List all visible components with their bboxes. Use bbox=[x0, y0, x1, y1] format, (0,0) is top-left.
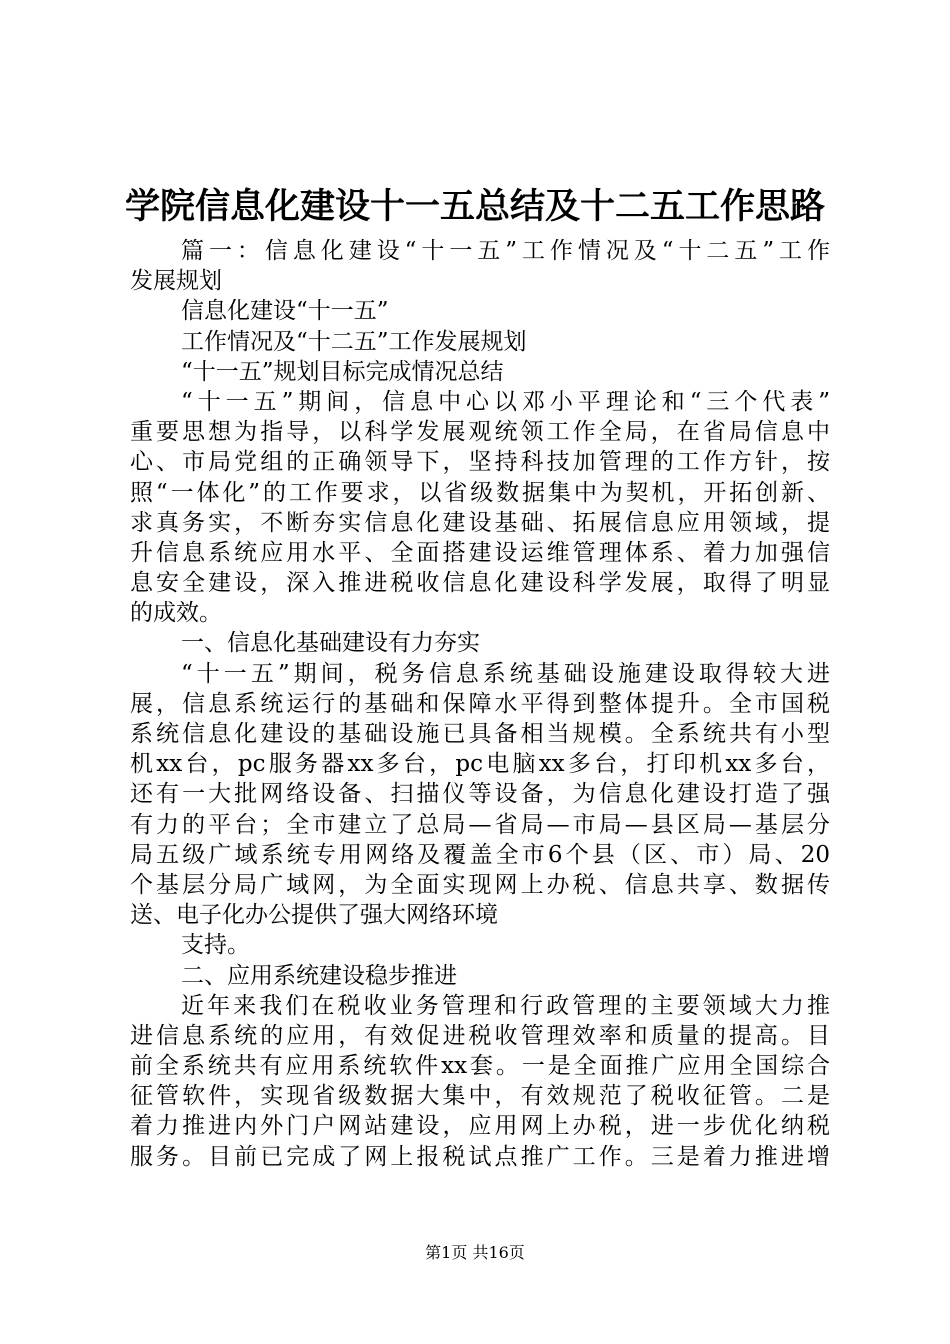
text-line: 局五级广域系统专用网络及覆盖全市6个县（区、市）局、20 bbox=[130, 841, 830, 868]
text-line: 照“一体化”的工作要求，以省级数据集中为契机，开拓创新、 bbox=[130, 479, 830, 506]
text-line: 支持。 bbox=[181, 932, 250, 959]
document-title: 学院信息化建设十一五总结及十二五工作思路 bbox=[124, 187, 825, 227]
text-line: 发展规划 bbox=[130, 268, 222, 295]
text-line: “十一五”期间，信息中心以邓小平理论和“三个代表” bbox=[181, 388, 830, 415]
section-heading: “十一五”规划目标完成情况总结 bbox=[181, 358, 504, 385]
text-line: 工作情况及“十二五”工作发展规划 bbox=[181, 328, 527, 355]
section-heading: 二、应用系统建设稳步推进 bbox=[181, 962, 457, 989]
text-line: 机xx台，pc服务器xx多台，pc电脑xx多台，打印机xx多台， bbox=[130, 751, 830, 778]
text-line: 篇一：信息化建设“十一五”工作情况及“十二五”工作 bbox=[181, 238, 830, 264]
text-line: 进信息系统的应用，有效促进税收管理效率和质量的提高。目 bbox=[130, 1022, 830, 1049]
text-line: 升信息系统应用水平、全面搭建设运维管理体系、着力加强信 bbox=[130, 539, 830, 566]
section-heading: 一、信息化基础建设有力夯实 bbox=[181, 630, 480, 657]
text-line: 有力的平台；全市建立了总局—省局—市局—县区局—基层分 bbox=[130, 811, 830, 838]
text-line: 心、市局党组的正确领导下，坚持科技加管理的工作方针，按 bbox=[130, 449, 830, 476]
text-line: 送、电子化办公提供了强大网络环境 bbox=[130, 902, 498, 929]
text-line: 征管软件，实现省级数据大集中，有效规范了税收征管。二是 bbox=[130, 1083, 830, 1110]
text-line: 着力推进内外门户网站建设，应用网上办税，进一步优化纳税 bbox=[130, 1113, 830, 1140]
document-body bbox=[130, 236, 830, 1172]
text-line: 重要思想为指导，以科学发展观统领工作全局，在省局信息中 bbox=[130, 419, 830, 446]
text-line: 展，信息系统运行的基础和保障水平得到整体提升。全市国税 bbox=[130, 690, 830, 717]
text-line: 系统信息化建设的基础设施已具备相当规模。全系统共有小型 bbox=[130, 721, 830, 747]
text-line: “十一五”期间，税务信息系统基础设施建设取得较大进 bbox=[181, 660, 830, 687]
text-line: 的成效。 bbox=[130, 600, 222, 627]
text-line: 前全系统共有应用系统软件xx套。一是全面推广应用全国综合 bbox=[130, 1053, 830, 1080]
text-line: 服务。目前已完成了网上报税试点推广工作。三是着力推进增 bbox=[130, 1143, 830, 1170]
page-indicator: 第1页 共16页 bbox=[425, 1243, 525, 1262]
text-line: 还有一大批网络设备、扫描仪等设备，为信息化建设打造了强 bbox=[130, 781, 830, 808]
text-line: 息安全建设，深入推进税收信息化建设科学发展，取得了明显 bbox=[130, 570, 830, 597]
text-line: 信息化建设“十一五” bbox=[181, 298, 389, 325]
text-line: 个基层分局广域网，为全面实现网上办税、信息共享、数据传 bbox=[130, 871, 830, 898]
text-line: 求真务实，不断夯实信息化建设基础、拓展信息应用领域，提 bbox=[130, 509, 830, 536]
text-line: 近年来我们在税收业务管理和行政管理的主要领域大力推 bbox=[181, 992, 830, 1019]
